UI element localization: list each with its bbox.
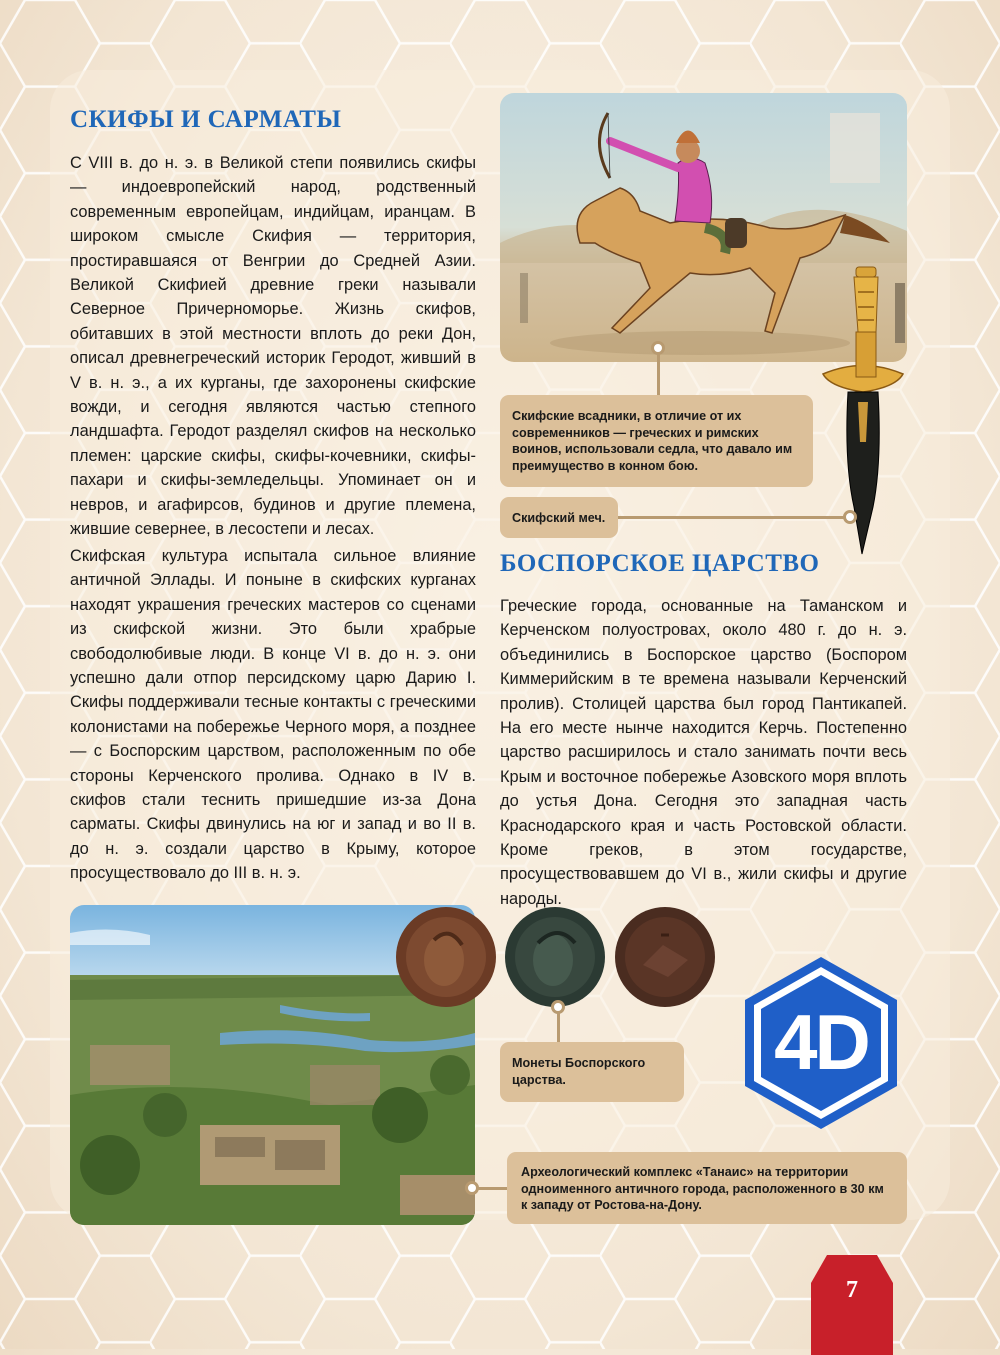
sword-caption: Скифский меч. [500,497,618,538]
section-title-scythians: СКИФЫ И САРМАТЫ [70,106,342,133]
4d-badge[interactable] [733,955,909,1131]
horsemen-caption-pointer [651,341,665,355]
coins-caption: Монеты Боспорского царства. [500,1042,684,1102]
coins-caption-pointer [551,1000,565,1014]
scythians-paragraph-1: С VIII в. до н. э. в Великой степи появились скифы — индоевропейский народ, родственный современным европейцам, индийцам, иранцам. В широком смысле Скифия — территория, простиравшаяся от Венгрии до Средней Азии. Великой Скифией древние греки называли Северное Причерноморье. Жизнь скифов, обитавших в этой местности вплоть до реки Дон, описал древнегреческий историк Геродот, живший в V в. н. э., а их курганы, где захоронены скифские вожди, и сегодня являются частью степного ландшафта. Геродот разделял скифов на несколько племен: царские скифы, скифы-кочевники, скифы-пахари и скифы-земледельцы. Упоминает он и невров, и агафирсов, будинов и другие племена, жившие севернее, в лесостепи и лесах. [70,154,476,539]
tanais-caption-leader [475,1187,507,1190]
4d-badge-label: 4D [774,998,868,1086]
horsemen-caption-leader [657,350,660,396]
tanais-caption: Археологический комплекс «Танаис» на территории одноименного античного города, расположенного в 30 км к западу от Ростова-на-Дону. [507,1152,907,1224]
bosporan-coin-2 [503,905,607,1009]
horsemen-caption: Скифские всадники, в отличие от их современников — греческих и римских воинов, использовали седла, что давало им преимущество в конном бою. [500,395,813,487]
coins-caption-leader [557,1010,560,1045]
scythians-paragraph-2: Скифская культура испытала сильное влияние античной Эллады. И поныне в скифских курганах находят украшения греческих мастеров со сценами из скифской жизни. Это были храбрые свободолюбивые люди. В конце VI в. до н. э. они успешно дали отпор персидскому царю Дарию I. Скифы поддерживали тесные контакты с греческими колонистами на побережье Черного моря, а позднее — с Боспорским царством, расположенным по обе стороны Керченского пролива. Однако в IV в. скифов стали теснить пришедшие из-за Дона сарматы. Скифы двинулись на юг и запад и во II в. до н. э. создали царство в Крыму, которое просуществовало до III в. н. э. [70,547,476,883]
bosporan-coin-3 [613,905,717,1009]
page-number-tab [811,1255,893,1355]
bosporan-paragraph: Греческие города, основанные на Таманском и Керченском полуостровах, около 480 г. до н. э. объединились в Боспорское царство (Боспором Киммерийским в те времена называли Керченский пролив). Столицей царства был город Пантикапей. На его месте нынче находится Керчь. Постепенно царство расширилось и стало занимать почти весь Крым и восточное побережье Азовского моря вплоть до устья Дона. Сегодня это западная часть Краснодарского края и часть Ростовской области. Кроме греков, в этом государстве, просуществовавшем до VI в., жили скифы и другие народы. [500,597,907,908]
section-title-bosporan-kingdom: БОСПОРСКОЕ ЦАРСТВО [500,550,820,577]
tanais-caption-pointer [465,1181,479,1195]
sword-caption-pointer [843,510,857,524]
page-number: 7 [846,1277,858,1303]
bosporan-coin-1 [394,905,498,1009]
sword-caption-leader [612,516,850,519]
